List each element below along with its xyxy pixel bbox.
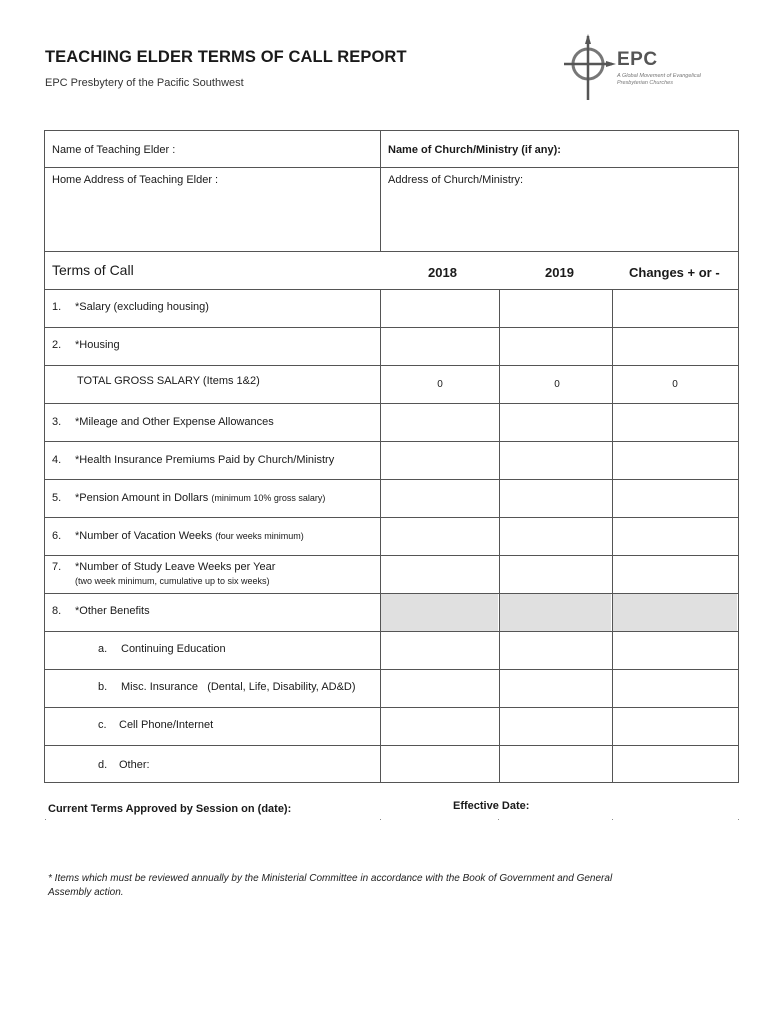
- value-field-row8-2018[interactable]: [381, 556, 498, 592]
- footnote: * Items which must be reviewed annually by the Ministerial Committee in accordance with the Book of Government and General Assembly action.: [48, 873, 613, 898]
- value-field-row11-2018[interactable]: [381, 670, 498, 706]
- cross-logo-icon: [560, 34, 616, 102]
- value-field-row13-2018[interactable]: [381, 746, 498, 781]
- value-field-row6-2018[interactable]: [381, 480, 498, 516]
- value-field-row11-changes[interactable]: [613, 670, 737, 706]
- row-6-label: *Number of Vacation Weeks: [75, 530, 213, 542]
- church-address-label: Address of Church/Ministry:: [388, 174, 524, 186]
- page-title: TEACHING ELDER TERMS OF CALL REPORT: [45, 48, 407, 66]
- value-field-row12-2019[interactable]: [500, 708, 611, 744]
- col-header-2019: 2019: [545, 265, 574, 280]
- row-8a-num: a.: [98, 643, 108, 655]
- value-field-row5-2018[interactable]: [381, 442, 498, 478]
- value-field-row10-changes[interactable]: [613, 632, 737, 668]
- total-2019-value: 0: [554, 379, 560, 390]
- value-field-row1-2018[interactable]: [381, 290, 498, 326]
- row-2-label: *Housing: [75, 339, 120, 351]
- value-field-row8-changes[interactable]: [613, 556, 737, 592]
- church-name-label: Name of Church/Ministry (if any):: [388, 144, 561, 156]
- effective-date-label: Effective Date:: [453, 800, 530, 812]
- other-benefits-shaded-cell: [613, 594, 737, 631]
- total-2018-value: 0: [437, 379, 443, 390]
- row-8a-label: Continuing Education: [121, 643, 226, 655]
- row-3-num: 3.: [52, 416, 62, 428]
- value-field-row7-2019[interactable]: [500, 518, 611, 554]
- value-field-row6-2019[interactable]: [500, 480, 611, 516]
- value-field-row8-2019[interactable]: [500, 556, 611, 592]
- value-field-row7-changes[interactable]: [613, 518, 737, 554]
- col-header-changes: Changes + or -: [629, 265, 720, 280]
- row-1-num: 1.: [52, 301, 62, 313]
- value-field-row13-changes[interactable]: [613, 746, 737, 781]
- value-field-row12-changes[interactable]: [613, 708, 737, 744]
- value-field-row1-changes[interactable]: [613, 290, 737, 326]
- row-1-label: *Salary (excluding housing): [75, 301, 209, 313]
- row-7-label: *Number of Study Leave Weeks per Year: [75, 561, 276, 573]
- row-7-num: 7.: [52, 561, 62, 573]
- value-field-row5-changes[interactable]: [613, 442, 737, 478]
- row-7-note: (two week minimum, cumulative up to six weeks): [75, 576, 270, 586]
- other-benefits-shaded-cell: [500, 594, 611, 631]
- session-approval-label: Current Terms Approved by Session on (date):: [48, 803, 292, 815]
- row-6-note: (four weeks minimum): [215, 531, 304, 541]
- row-8-num: 8.: [52, 605, 62, 617]
- row-6-num: 6.: [52, 530, 62, 542]
- page-subtitle: EPC Presbytery of the Pacific Southwest: [45, 77, 244, 89]
- row-5-note: (minimum 10% gross salary): [211, 493, 326, 503]
- row-3-label: *Mileage and Other Expense Allowances: [75, 416, 274, 428]
- elder-address-label: Home Address of Teaching Elder :: [52, 174, 219, 186]
- other-benefits-shaded-cell: [381, 594, 498, 631]
- value-field-row2-2018[interactable]: [381, 328, 498, 364]
- value-field-row4-2018[interactable]: [381, 404, 498, 440]
- row-5-text: [75, 492, 325, 504]
- row-8d-label: Other:: [119, 759, 150, 771]
- row-8b-num: b.: [98, 681, 108, 693]
- row-6-text: [75, 530, 304, 542]
- row-8d-num: d.: [98, 759, 108, 771]
- value-field-row10-2018[interactable]: [381, 632, 498, 668]
- value-field-row1-2019[interactable]: [500, 290, 611, 326]
- row-4-label: *Health Insurance Premiums Paid by Church/Ministry: [75, 454, 335, 466]
- row-8c-num: c.: [98, 719, 107, 731]
- value-field-row4-changes[interactable]: [613, 404, 737, 440]
- value-field-row13-2019[interactable]: [500, 746, 611, 781]
- row-4-num: 4.: [52, 454, 62, 466]
- logo-wordmark: EPC: [617, 49, 658, 70]
- elder-name-label: Name of Teaching Elder :: [52, 144, 176, 156]
- value-field-row7-2018[interactable]: [381, 518, 498, 554]
- row-8c-label: Cell Phone/Internet: [119, 719, 214, 731]
- value-field-row10-2019[interactable]: [500, 632, 611, 668]
- epc-logo: [560, 34, 710, 102]
- row-5-label: *Pension Amount in Dollars: [75, 492, 209, 504]
- logo-tagline: A Global Movement of Evangelical Presbyterian Churches: [617, 73, 701, 86]
- value-field-row12-2018[interactable]: [381, 708, 498, 744]
- row-8-label: *Other Benefits: [75, 605, 150, 617]
- row-2-num: 2.: [52, 339, 62, 351]
- value-field-row4-2019[interactable]: [500, 404, 611, 440]
- value-field-row2-changes[interactable]: [613, 328, 737, 364]
- value-field-row5-2019[interactable]: [500, 442, 611, 478]
- row-5-num: 5.: [52, 492, 62, 504]
- total-gross-salary-label: TOTAL GROSS SALARY (Items 1&2): [77, 375, 260, 387]
- row-8b-label: Misc. Insurance (Dental, Life, Disability, AD&D): [121, 681, 356, 693]
- value-field-row2-2019[interactable]: [500, 328, 611, 364]
- value-field-row11-2019[interactable]: [500, 670, 611, 706]
- value-field-row6-changes[interactable]: [613, 480, 737, 516]
- terms-heading: Terms of Call: [52, 262, 134, 278]
- total-changes-value: 0: [672, 379, 678, 390]
- col-header-2018: 2018: [428, 265, 457, 280]
